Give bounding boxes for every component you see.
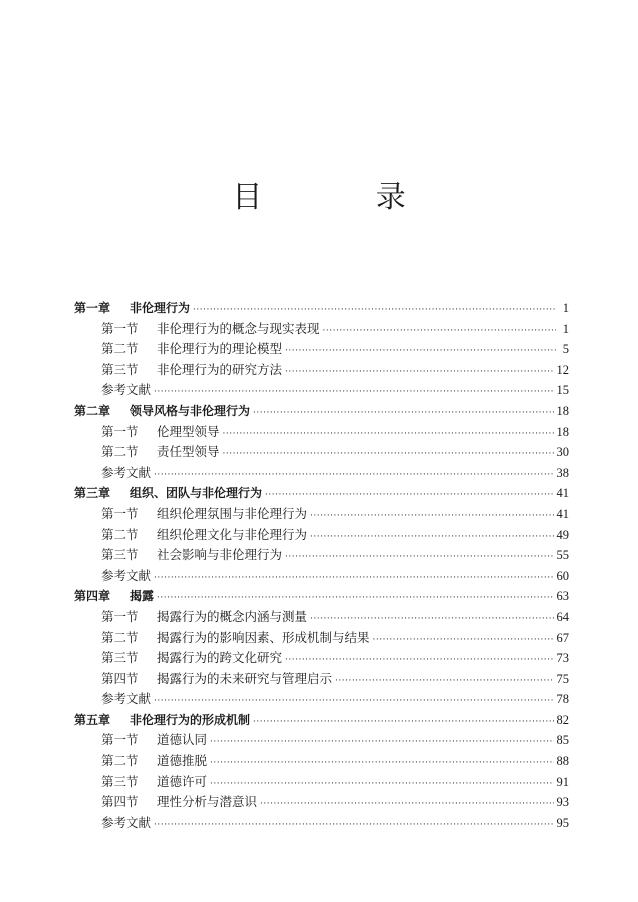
toc-section-entry: [74, 813, 569, 834]
toc-dot-leader: [285, 650, 553, 671]
toc-section-entry: [74, 380, 569, 401]
toc-section-entry: [74, 319, 569, 340]
toc-chapter-entry: [74, 710, 569, 731]
toc-section-entry: [74, 566, 569, 587]
toc-dot-leader: [285, 362, 553, 383]
toc-page-number: 18: [556, 424, 569, 439]
toc-page-number: 85: [556, 733, 569, 748]
toc-page-number: 15: [556, 383, 569, 398]
toc-entry-number: 第一节: [101, 423, 139, 439]
toc-entry-title: 非伦理行为的理论模型: [157, 341, 283, 357]
toc-section-entry: [74, 525, 569, 546]
toc-dot-leader: [210, 774, 553, 795]
toc-section-entry: [74, 422, 569, 443]
toc-dot-leader: [157, 588, 553, 609]
toc-page-number: 41: [556, 486, 569, 501]
toc-entry-number: 第一节: [101, 732, 139, 748]
toc-entry-title: 责任型领导: [157, 444, 220, 460]
toc-entry-title: 伦理型领导: [157, 423, 220, 439]
toc-dot-leader: [285, 547, 553, 568]
toc-entry-title: 领导风格与非伦理行为: [130, 403, 251, 418]
toc-page-number: 38: [556, 465, 569, 480]
toc-entry-title: 社会影响与非伦理行为: [157, 547, 283, 563]
toc-page-number: 95: [556, 815, 569, 830]
toc-page-number: 60: [556, 568, 569, 583]
toc-entry-number: 第三节: [101, 650, 139, 666]
toc-page-number: 91: [556, 774, 569, 789]
toc-entry-number: 第五章: [74, 712, 111, 727]
toc-entry-title: 理性分析与潜意识: [157, 794, 258, 810]
toc-entry-title: 揭露: [130, 589, 155, 604]
toc-dot-leader: [323, 321, 556, 342]
toc-entry-title: 参考文献: [101, 464, 152, 480]
toc-page-number: 18: [556, 403, 569, 418]
toc-entry-number: 第二节: [101, 629, 139, 645]
toc-entry-number: 第三节: [101, 773, 139, 789]
toc-page-number: 1: [562, 301, 569, 315]
toc-page-number: 63: [556, 589, 569, 604]
toc-dot-leader: [373, 630, 554, 651]
toc-entry-title: 道德许可: [157, 773, 208, 789]
toc-section-entry: [74, 689, 569, 710]
toc-page-number: 49: [556, 527, 569, 542]
toc-chapter-entry: [74, 298, 569, 319]
toc-dot-leader: [335, 671, 553, 692]
toc-chapter-entry: [74, 483, 569, 504]
toc-chapter-entry: [74, 586, 569, 607]
toc-entry-number: 第一节: [101, 505, 139, 521]
toc-entry-title: 非伦理行为的研究方法: [157, 361, 283, 377]
toc-entry-number: 第二节: [101, 753, 139, 769]
toc-entry-number: 第四节: [101, 670, 139, 686]
toc-section-entry: [74, 648, 569, 669]
page-title: 目 录: [232, 180, 458, 215]
toc-entry-title: 参考文献: [101, 691, 152, 707]
toc-entry-title: 参考文献: [101, 382, 152, 398]
toc-section-entry: [74, 339, 569, 360]
toc-entry-title: 组织、团队与非伦理行为: [130, 486, 263, 501]
toc-page-number: 67: [556, 630, 569, 645]
toc-section-entry: [74, 360, 569, 381]
toc-entry-number: 第四章: [74, 589, 111, 604]
toc-dot-leader: [154, 382, 553, 403]
toc-entry-number: 第一节: [101, 608, 139, 624]
toc-dot-leader: [154, 815, 553, 836]
toc-section-entry: [74, 792, 569, 813]
toc-section-entry: [74, 751, 569, 772]
toc-entry-number: 第二节: [101, 341, 139, 357]
toc-dot-leader: [193, 300, 556, 321]
toc-dot-leader: [223, 444, 554, 465]
toc-entry-title: 揭露行为的概念内涵与测量: [157, 608, 308, 624]
toc-page-number: 78: [556, 692, 569, 707]
toc-section-entry: [74, 463, 569, 484]
toc-dot-leader: [260, 794, 553, 815]
toc-section-entry: [74, 607, 569, 628]
toc-dot-leader: [154, 691, 553, 712]
toc-section-entry: [74, 730, 569, 751]
toc-section-entry: [74, 772, 569, 793]
toc-entry-number: 第二章: [74, 403, 111, 418]
toc-entry-title: 道德认同: [157, 732, 208, 748]
table-of-contents: [74, 298, 569, 833]
toc-section-entry: [74, 545, 569, 566]
toc-page-number: 88: [556, 754, 569, 769]
toc-chapter-entry: [74, 401, 569, 422]
toc-entry-number: 第三节: [101, 361, 139, 377]
toc-dot-leader: [154, 465, 553, 486]
toc-page-number: 41: [556, 506, 569, 521]
toc-dot-leader: [210, 732, 553, 753]
toc-entry-title: 揭露行为的跨文化研究: [157, 650, 283, 666]
toc-page-number: 5: [562, 342, 569, 357]
toc-entry-title: 非伦理行为: [130, 301, 191, 315]
toc-dot-leader: [285, 341, 556, 362]
toc-entry-title: 组织伦理文化与非伦理行为: [157, 526, 308, 542]
toc-entry-title: 揭露行为的影响因素、形成机制与结果: [157, 629, 370, 645]
toc-page-number: 73: [556, 651, 569, 666]
toc-page-number: 64: [556, 609, 569, 624]
toc-dot-leader: [154, 568, 553, 589]
toc-entry-number: 第二节: [101, 444, 139, 460]
toc-dot-leader: [310, 506, 553, 527]
toc-entry-number: 第二节: [101, 526, 139, 542]
toc-entry-title: 道德推脱: [157, 753, 208, 769]
toc-entry-number: 第三节: [101, 547, 139, 563]
toc-page-number: 12: [556, 362, 569, 377]
toc-page-number: 82: [556, 712, 569, 727]
toc-entry-number: 第一章: [74, 301, 111, 315]
toc-section-entry: [74, 504, 569, 525]
toc-entry-title: 参考文献: [101, 567, 152, 583]
toc-dot-leader: [310, 609, 553, 630]
toc-entry-number: 第四节: [101, 794, 139, 810]
toc-entry-number: 第三章: [74, 486, 111, 501]
toc-page-number: 93: [556, 795, 569, 810]
toc-dot-leader: [265, 485, 553, 506]
toc-page-number: 30: [556, 445, 569, 460]
toc-entry-title: 参考文献: [101, 814, 152, 830]
toc-entry-title: 非伦理行为的形成机制: [130, 712, 251, 727]
toc-dot-leader: [253, 712, 553, 733]
toc-page-number: 1: [562, 321, 569, 336]
toc-entry-title: 揭露行为的未来研究与管理启示: [157, 670, 333, 686]
toc-dot-leader: [223, 424, 554, 445]
toc-dot-leader: [253, 403, 553, 424]
toc-page-number: 75: [556, 671, 569, 686]
toc-section-entry: [74, 669, 569, 690]
toc-entry-title: 组织伦理氛围与非伦理行为: [157, 505, 308, 521]
toc-entry-title: 非伦理行为的概念与现实表现: [157, 320, 320, 336]
toc-dot-leader: [310, 527, 553, 548]
toc-section-entry: [74, 442, 569, 463]
toc-page-number: 55: [556, 548, 569, 563]
toc-dot-leader: [210, 753, 553, 774]
toc-section-entry: [74, 628, 569, 649]
toc-entry-number: 第一节: [101, 320, 139, 336]
